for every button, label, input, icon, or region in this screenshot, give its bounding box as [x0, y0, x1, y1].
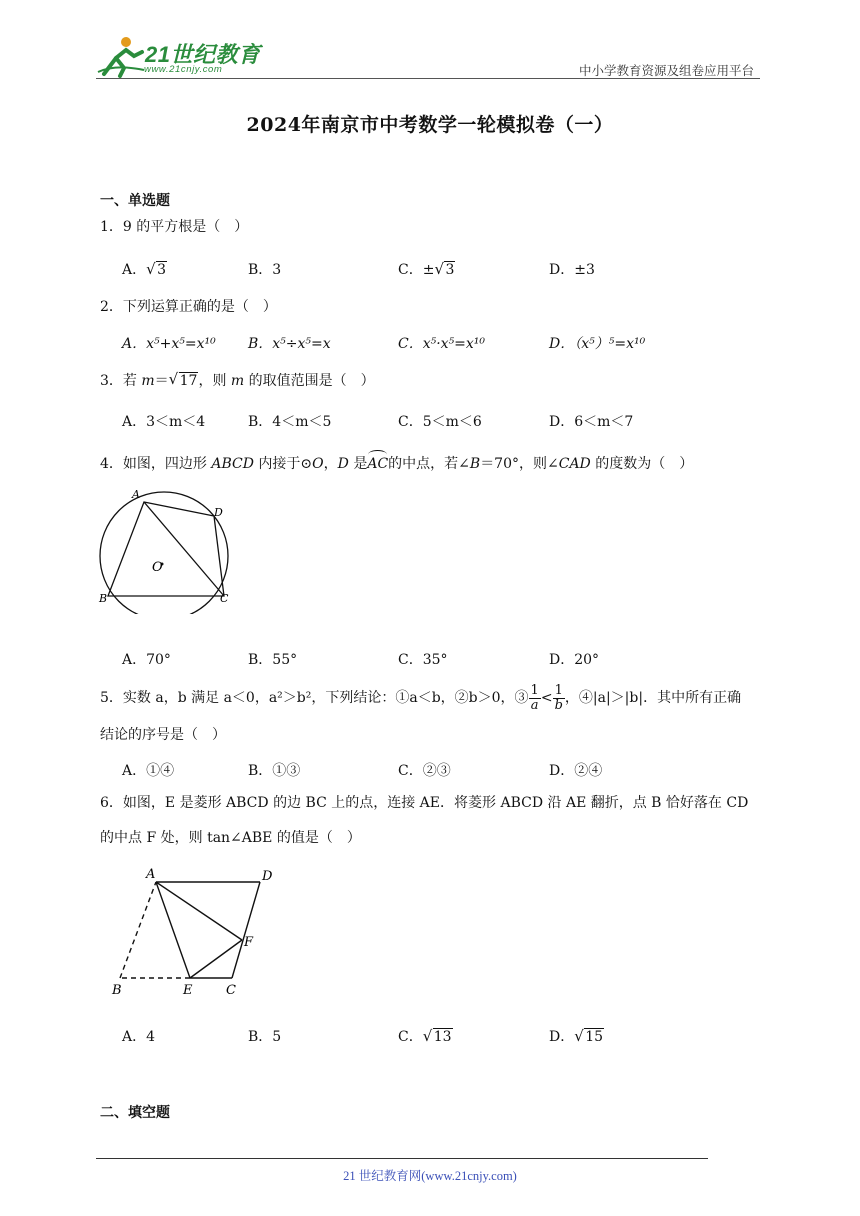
q5-option-c: C．②③: [398, 763, 451, 779]
q2-option-b: B．x⁵÷x⁵=x: [248, 336, 331, 352]
q4-label-c: C: [220, 592, 229, 605]
q3-option-c: C．5＜m＜6: [398, 414, 482, 430]
q6-option-d: D．√ 15: [549, 1026, 604, 1046]
question-6-line-1: 6．如图，E 是菱形 ABCD 的边 BC 上的点，连接 AE．将菱形 ABCD 沿 AE 翻折，点 B 恰好落在 CD: [100, 795, 749, 811]
q1-option-c: C．±√ 3: [398, 259, 455, 279]
question-1-stem: 1．9 的平方根是（ ）: [100, 219, 249, 235]
q6-label-d: D: [262, 869, 273, 884]
q4-label-d: D: [214, 506, 223, 519]
q6-option-b: B．5: [248, 1029, 282, 1045]
q5-option-a: A．①④: [122, 763, 175, 779]
question-5-line-2: 结论的序号是（ ）: [100, 727, 226, 743]
q3-option-b: B．4＜m＜5: [248, 414, 332, 430]
logo-url: www.21cnjy.com: [144, 64, 223, 75]
q4-option-d: D．20°: [549, 652, 600, 668]
question-3-stem: 3．若 m＝√ 17，则 m 的取值范围是（ ）: [100, 371, 375, 391]
runner-logo-icon: [96, 34, 146, 78]
q2-option-a: A．x⁵+x⁵=x¹⁰: [122, 336, 216, 352]
q1-option-b: B．3: [248, 262, 282, 278]
q6-label-c: C: [226, 983, 236, 998]
q4-option-a: A．70°: [122, 652, 171, 668]
q6-label-e: E: [183, 983, 193, 998]
q4-option-b: B．55°: [248, 652, 298, 668]
page-title: 2024年南京市中考数学一轮模拟卷（一）: [246, 114, 614, 136]
q1-option-d: D．±3: [549, 262, 595, 278]
q5-option-d: D．②④: [549, 763, 603, 779]
q3-option-d: D．6＜m＜7: [549, 414, 634, 430]
q4-circle-figure: [96, 484, 236, 614]
q2-option-c: C．x⁵·x⁵=x¹⁰: [398, 336, 486, 352]
q6-rhombus-figure: [104, 862, 284, 1002]
header-tagline: 中小学教育资源及组卷应用平台: [578, 64, 754, 78]
section-heading-fill-in: 二、填空题: [100, 1105, 170, 1121]
q4-label-a: A: [132, 488, 140, 501]
question-4-stem: 4．如图，四边形 ABCD 内接于⊙O，D 是AC的中点，若∠B＝70°，则∠CAD 的度数为（ ）: [100, 450, 693, 474]
question-5-line-1: 5．实数 a，b 满足 a＜0，a²＞b²，下列结论：①a＜b，②b＞0，③ $\frac{1}{a}$ < $\frac{1}{b}$ ，④|a|＞|b|．其中所有正确: [100, 682, 742, 713]
q6-option-a: A．4: [122, 1029, 156, 1045]
q4-label-b: B: [99, 592, 108, 605]
header-divider: [96, 78, 760, 79]
q6-label-f: F: [244, 935, 254, 950]
q3-option-a: A．3＜m＜4: [122, 414, 206, 430]
q4-option-c: C．35°: [398, 652, 448, 668]
q2-option-d: D．（x⁵）⁵=x¹⁰: [549, 336, 646, 352]
logo-title: 21世纪教育: [145, 42, 261, 67]
footer-link[interactable]: 21 世纪教育网(www.21cnjy.com): [343, 1169, 517, 1183]
q6-label-a: A: [146, 867, 156, 882]
footer-divider: [96, 1158, 708, 1159]
q6-label-b: B: [112, 983, 122, 998]
question-6-line-2: 的中点 F 处，则 tan∠ABE 的值是（ ）: [100, 830, 361, 846]
q5-option-b: B．①③: [248, 763, 301, 779]
q4-label-o: O: [152, 560, 163, 575]
section-heading-single-choice: 一、单选题: [100, 193, 170, 209]
question-2-stem: 2．下列运算正确的是（ ）: [100, 299, 277, 315]
q6-option-c: C．√ 13: [398, 1026, 453, 1046]
q1-option-a: A．√ 3: [122, 259, 167, 279]
